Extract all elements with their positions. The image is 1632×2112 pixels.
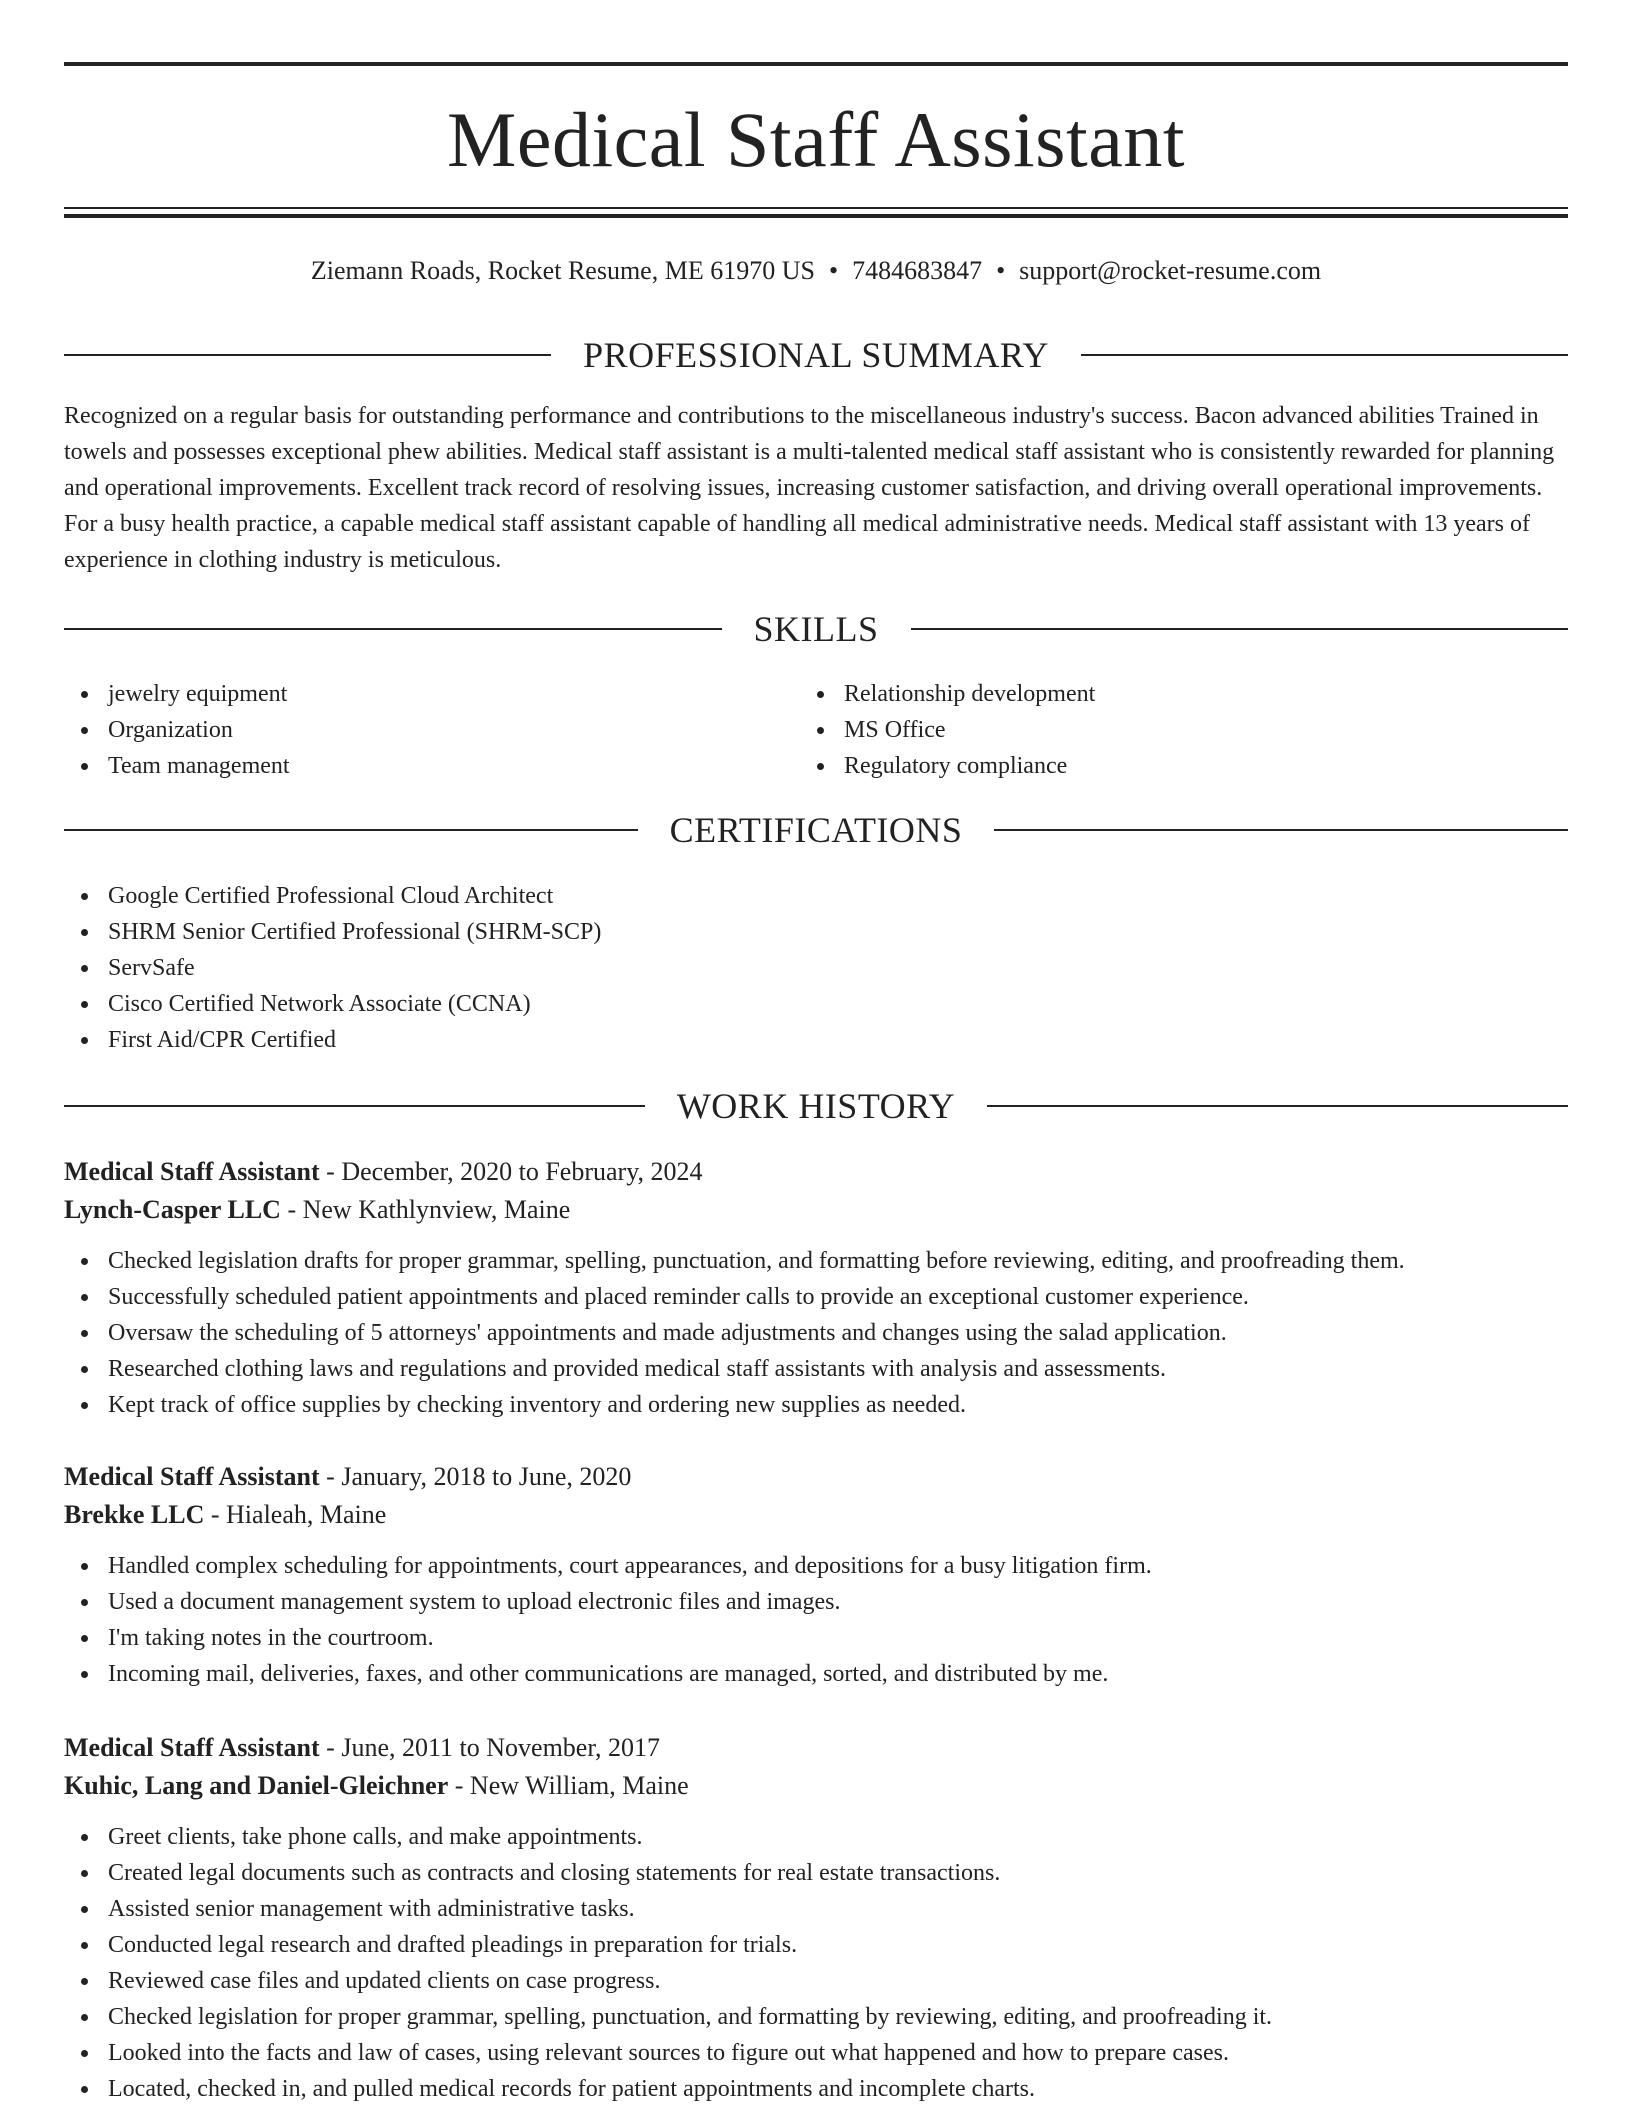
contact-email: support@rocket-resume.com (1019, 256, 1322, 285)
divider (64, 829, 638, 831)
job-entry (64, 1729, 1568, 2107)
job-duty: Created legal documents such as contracts and closing statements for real estate transactions. (64, 1855, 1568, 1891)
job-dates: - December, 2020 to February, 2024 (319, 1157, 703, 1186)
job-title-line (64, 1153, 1568, 1191)
job-duty: Assisted senior management with administrative tasks. (64, 1891, 1568, 1927)
divider (911, 628, 1569, 630)
certification-item: SHRM Senior Certified Professional (SHRM-SCP) (64, 914, 601, 950)
job-company-line (64, 1496, 1568, 1534)
skills-list-right (800, 676, 1095, 784)
job-duty: Reviewed case files and updated clients on case progress. (64, 1963, 1568, 1999)
skills-list-left (64, 676, 290, 784)
header-rule-upper (64, 207, 1568, 209)
header-top-rule (64, 62, 1568, 66)
section-title: CERTIFICATIONS (669, 810, 963, 850)
contact-separator: • (996, 256, 1006, 285)
job-title-line (64, 1729, 1568, 1767)
divider (994, 829, 1568, 831)
section-heading-certifications (64, 808, 1568, 852)
job-duty: Incoming mail, deliveries, faxes, and other communications are managed, sorted, and distributed by me. (64, 1656, 1568, 1692)
certification-item: ServSafe (64, 950, 601, 986)
job-company: Kuhic, Lang and Daniel-Gleichner (64, 1771, 449, 1800)
skill-item: MS Office (800, 712, 1095, 748)
section-heading-summary (64, 333, 1568, 377)
certification-item: Google Certified Professional Cloud Architect (64, 878, 601, 914)
job-duty: Looked into the facts and law of cases, using relevant sources to figure out what happened and how to prepare cases. (64, 2035, 1568, 2071)
contact-address: Ziemann Roads, Rocket Resume, ME 61970 US (310, 256, 815, 285)
section-title: WORK HISTORY (676, 1086, 956, 1126)
job-title: Medical Staff Assistant (64, 1733, 320, 1762)
header-rule-lower (64, 214, 1568, 218)
job-entry (64, 1458, 1568, 1692)
job-location: - Hialeah, Maine (204, 1500, 387, 1529)
job-duty: Located, checked in, and pulled medical records for patient appointments and incomplete charts. (64, 2071, 1568, 2107)
job-duties-list (64, 1548, 1568, 1692)
job-duty: Handled complex scheduling for appointments, court appearances, and depositions for a busy litigation firm. (64, 1548, 1568, 1584)
certifications-list (64, 878, 601, 1058)
certification-item: Cisco Certified Network Associate (CCNA) (64, 986, 601, 1022)
job-duty: Conducted legal research and drafted pleadings in preparation for trials. (64, 1927, 1568, 1963)
skill-item: Team management (64, 748, 290, 784)
job-duties-list (64, 1819, 1568, 2107)
job-duties-list (64, 1243, 1568, 1423)
job-duty: Used a document management system to upload electronic files and images. (64, 1584, 1568, 1620)
skill-item: Relationship development (800, 676, 1095, 712)
skill-item: jewelry equipment (64, 676, 290, 712)
divider (64, 1105, 645, 1107)
job-duty: Successfully scheduled patient appointments and placed reminder calls to provide an exceptional customer experience. (64, 1279, 1568, 1315)
certification-item: First Aid/CPR Certified (64, 1022, 601, 1058)
job-company: Brekke LLC (64, 1500, 205, 1529)
section-heading-work-history (64, 1084, 1568, 1128)
contact-separator: • (828, 256, 839, 285)
job-entry (64, 1153, 1568, 1423)
job-company: Lynch-Casper LLC (64, 1195, 281, 1224)
section-title: SKILLS (753, 609, 879, 649)
skill-item: Organization (64, 712, 290, 748)
contact-line (64, 254, 1568, 288)
job-company-line (64, 1191, 1568, 1229)
job-title: Medical Staff Assistant (64, 1157, 320, 1186)
job-location: - New Kathlynview, Maine (280, 1195, 571, 1224)
job-duty: Researched clothing laws and regulations and provided medical staff assistants with analysis and assessments. (64, 1351, 1568, 1387)
job-dates: - June, 2011 to November, 2017 (319, 1733, 660, 1762)
job-title-line (64, 1458, 1568, 1496)
job-duty: Checked legislation for proper grammar, spelling, punctuation, and formatting by reviewing, editing, and proofreading it. (64, 1999, 1568, 2035)
divider (987, 1105, 1568, 1107)
divider (64, 628, 722, 630)
candidate-name: Medical Staff Assistant (447, 96, 1185, 183)
job-company-line (64, 1767, 1568, 1805)
divider (64, 354, 551, 356)
job-dates: - January, 2018 to June, 2020 (319, 1462, 632, 1491)
job-duty: Oversaw the scheduling of 5 attorneys' appointments and made adjustments and changes using the salad application. (64, 1315, 1568, 1351)
job-location: - New William, Maine (448, 1771, 689, 1800)
job-duty: Kept track of office supplies by checking inventory and ordering new supplies as needed. (64, 1387, 1568, 1423)
section-title: PROFESSIONAL SUMMARY (583, 335, 1049, 375)
skill-item: Regulatory compliance (800, 748, 1095, 784)
contact-phone: 7484683847 (852, 256, 983, 285)
job-duty: Checked legislation drafts for proper grammar, spelling, punctuation, and formatting before reviewing, editing, and proofreading them. (64, 1243, 1568, 1279)
section-heading-skills (64, 607, 1568, 651)
job-duty: Greet clients, take phone calls, and make appointments. (64, 1819, 1568, 1855)
job-title: Medical Staff Assistant (64, 1462, 320, 1491)
divider (1081, 354, 1568, 356)
job-duty: I'm taking notes in the courtroom. (64, 1620, 1568, 1656)
summary-text: Recognized on a regular basis for outstanding performance and contributions to the miscellaneous industry's success. Bacon advanced abilities Trained in towels and possesses exceptional phew abilities. Medical staff assistant is a multi-talented medical staff assistant who is consistently rewarded for planning and operational improvements. Excellent track record of resolving issues, increasing customer satisfaction, and driving overall operational improvements. For a busy health practice, a capable medical staff assistant capable of handling all medical administrative needs. Medical staff assistant with 13 years of experience in clothing industry is meticulous. (64, 403, 1555, 573)
